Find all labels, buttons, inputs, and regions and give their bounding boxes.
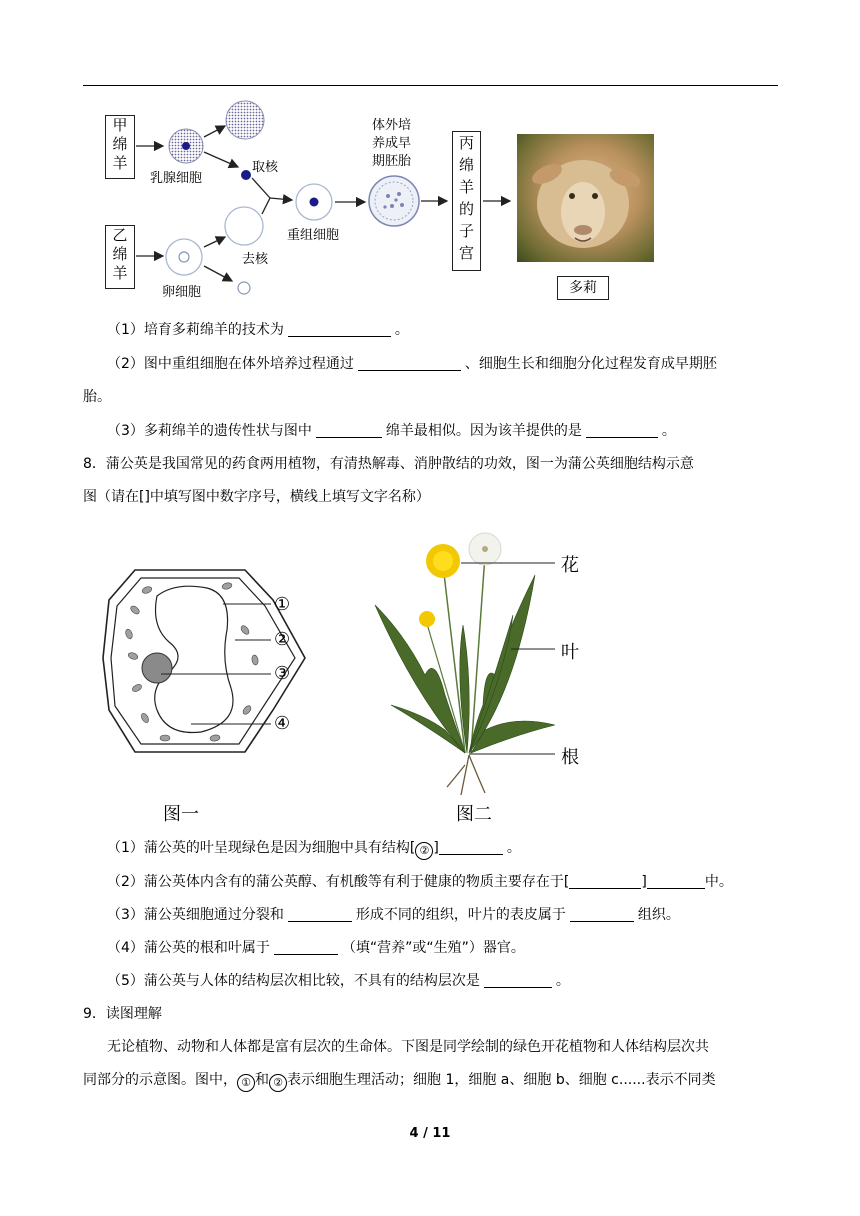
fig2-label-root: 根 [561, 747, 579, 768]
q7-blank2[interactable] [358, 356, 461, 371]
q9-para-1: 无论植物、动物和人体都是富有层次的生命体。下图是同学绘制的绿色开花植物和人体结构层次共 [107, 1039, 709, 1055]
q8-blank1[interactable] [439, 840, 503, 855]
fig1-label-4: ④ [274, 713, 291, 734]
q8-blank3a[interactable] [288, 907, 352, 922]
mammary-cell-label: 乳腺细胞 [150, 171, 203, 186]
sheep-a-box: 甲 绵 羊 [105, 115, 135, 179]
q9-title: 9．读图理解 [83, 1006, 162, 1022]
q8-blank2a[interactable] [569, 874, 641, 889]
q7-line3: （3）多莉绵羊的遗传性状与图中 绵羊最相似。因为该羊提供的是 。 [107, 423, 676, 439]
flower-icon [419, 533, 501, 627]
dandelion-figure [365, 525, 575, 805]
egg-cell-label: 卵细胞 [162, 285, 202, 300]
q8-blank3b[interactable] [570, 907, 634, 922]
q8-line5: （5）蒲公英与人体的结构层次相比较，不具有的结构层次是 。 [107, 973, 570, 989]
culture-label: 体外培 养成早 期胚胎 [372, 118, 412, 169]
page-number: 4 / 11 [409, 1126, 451, 1141]
uterus-box: 丙 绵 羊 的 子 宫 [452, 131, 481, 271]
q7-line1: （1）培育多莉绵羊的技术为 。 [107, 322, 409, 338]
sheep-face-icon [517, 134, 654, 262]
q7-line2-cont: 胎。 [83, 389, 111, 405]
fig1-label-1: ① [274, 594, 291, 615]
q7-blank1[interactable] [288, 322, 391, 337]
q8-stem-1: 8．蒲公英是我国常见的药食两用植物，有清热解毒、消肿散结的功效，图一为蒲公英细胞结构示意 [83, 456, 694, 472]
q8-line2: （2）蒲公英体内含有的蒲公英醇、有机酸等有利于健康的物质主要存在于[ ] 中。 [107, 874, 733, 890]
remove-nucleus-label: 去核 [242, 252, 269, 267]
fig1-label-2: ② [274, 629, 291, 650]
sheep-b-box: 乙 绵 羊 [105, 225, 135, 289]
q8-blank4[interactable] [274, 940, 338, 955]
q8-line1: （1）蒲公英的叶呈现绿色是因为细胞中具有结构[ ② ] 。 [107, 839, 521, 860]
dolly-label: 多莉 [557, 276, 609, 300]
q9-para-2: 同部分的示意图。图中， ① 和 ② 表示细胞生理活动；细胞 1，细胞 a、细胞 b、细胞 c......表示不同类 [83, 1071, 716, 1092]
fig2-label-leaf: 叶 [561, 642, 579, 663]
recombined-cell-label: 重组细胞 [287, 228, 340, 243]
fig1-caption: 图一 [163, 804, 199, 825]
q7-blank4[interactable] [586, 423, 658, 438]
q8-line4: （4）蒲公英的根和叶属于 （填“营养”或“生殖”）器官。 [107, 940, 525, 956]
q8-blank5[interactable] [484, 973, 552, 988]
q8-line3: （3）蒲公英细胞通过分裂和 形成不同的组织，叶片的表皮属于 组织。 [107, 907, 680, 923]
fig1-label-3: ③ [274, 663, 291, 684]
q7-line2: （2）图中重组细胞在体外培养过程通过 、细胞生长和细胞分化过程发育成早期胚 [107, 356, 717, 372]
fig2-caption: 图二 [456, 804, 492, 825]
q7-blank3[interactable] [316, 423, 382, 438]
take-nucleus-label: 取核 [252, 160, 279, 175]
fig2-label-flower: 花 [561, 555, 579, 576]
q8-blank2b[interactable] [647, 874, 705, 889]
dolly-sheep-photo [517, 134, 654, 262]
q8-stem-2: 图（请在[]中填写图中数字序号，横线上填写文字名称） [83, 489, 430, 505]
